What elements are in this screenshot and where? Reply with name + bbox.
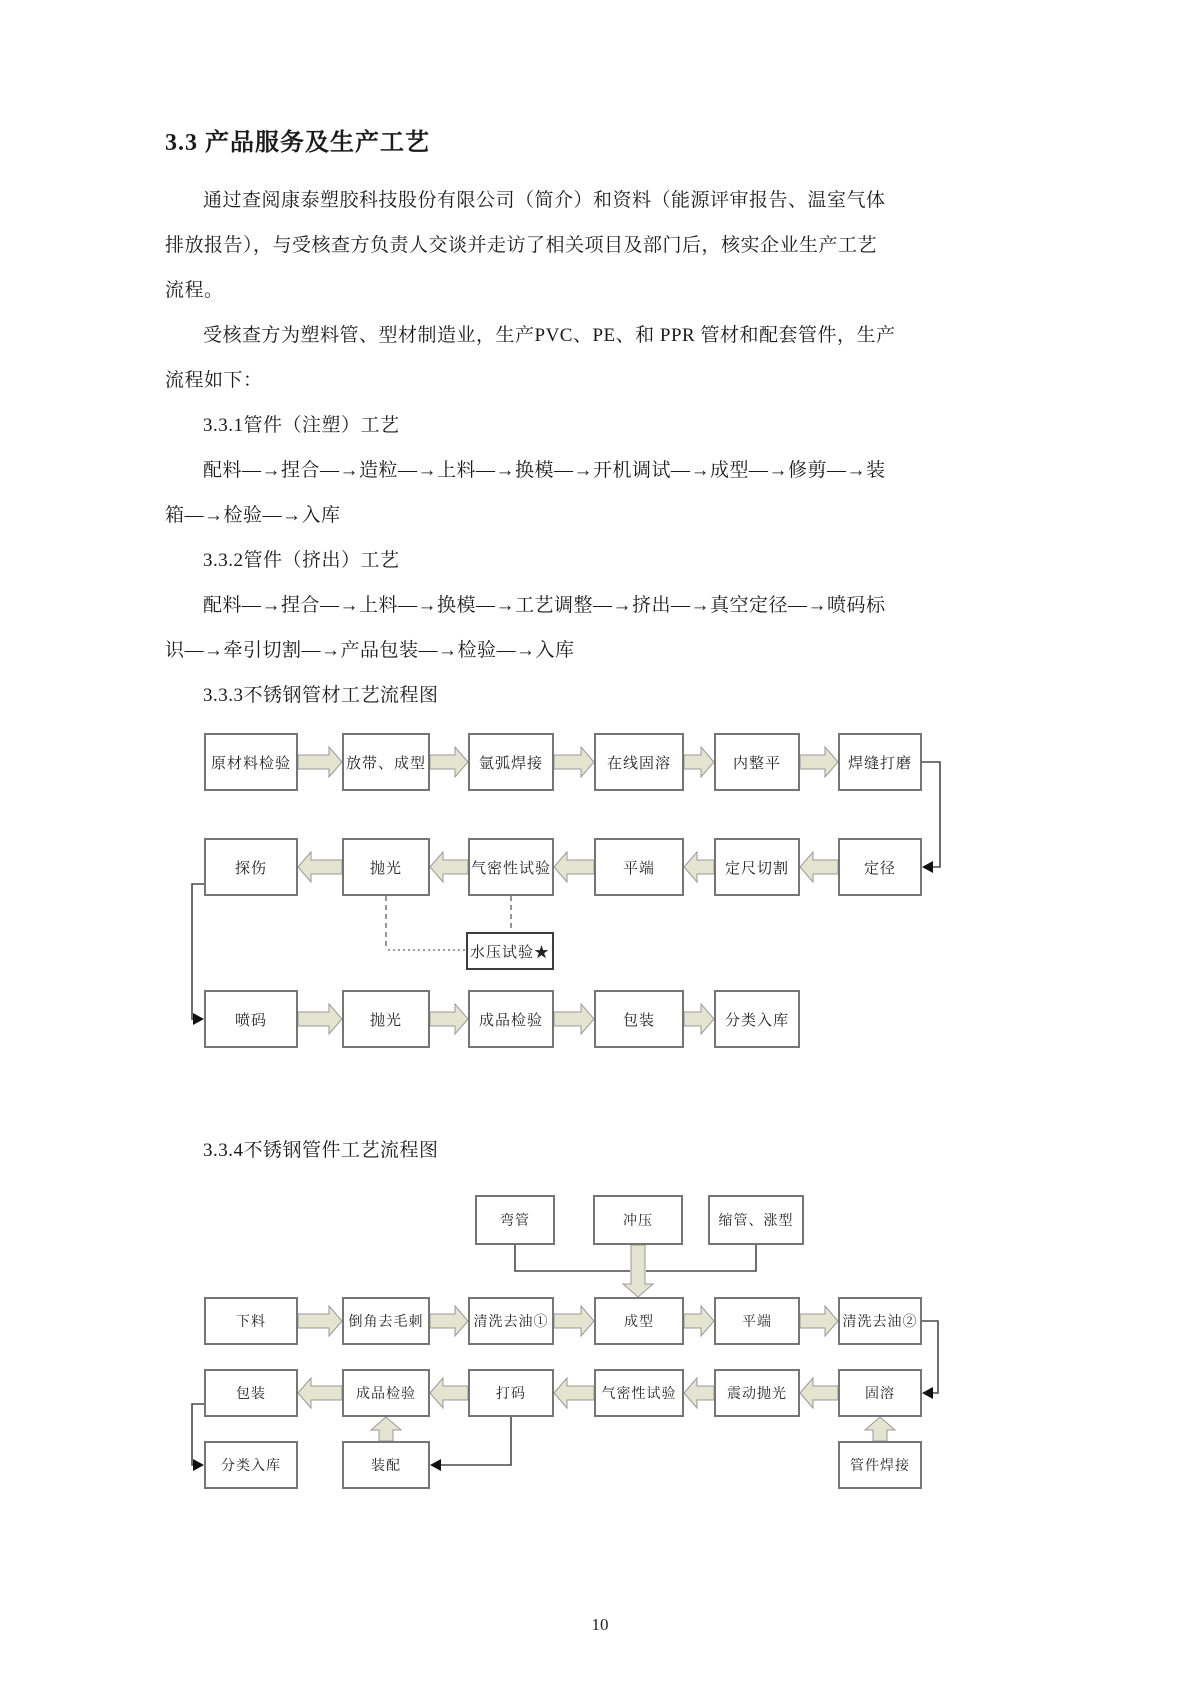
connector-line (922, 1321, 938, 1393)
fc2-box-chamfer-deburring: 倒角去毛刺 (342, 1297, 430, 1345)
fc2-block-arrow-right (800, 1306, 838, 1336)
body-text (165, 178, 1045, 718)
fc1-box-inkjet-coding: 喷码 (204, 990, 298, 1048)
process-flow-line: 箱—→检验—→入库 (165, 505, 341, 526)
fc1-box-raw-material-inspection: 原材料检验 (204, 733, 298, 791)
fc2-box-end-facing-2: 平端 (714, 1297, 800, 1345)
fc1-block-arrow-right (554, 1004, 594, 1034)
subsection-title-3-3-3: 3.3.3不锈钢管材工艺流程图 (203, 685, 439, 706)
subsection-title-3-3-4: 3.3.4不锈钢管件工艺流程图 (203, 1140, 439, 1161)
fc1-box-classified-warehousing: 分类入库 (714, 990, 800, 1048)
fc1-block-arrow-left (298, 852, 342, 882)
fc2-block-arrow-left (430, 1378, 468, 1408)
fc2-box-pipe-bending: 弯管 (475, 1195, 555, 1245)
fc2-block-arrow-up (865, 1417, 895, 1441)
subsection-title-3-3-2: 3.3.2管件（挤出）工艺 (203, 550, 400, 571)
paragraph-line: 流程如下： (165, 370, 263, 391)
fc1-block-arrow-right (684, 1004, 714, 1034)
fc1-box-inner-flattening: 内整平 (714, 733, 800, 791)
arrowhead (193, 1459, 204, 1471)
fc2-box-assembly: 装配 (342, 1441, 430, 1489)
fc2-box-classified-warehousing: 分类入库 (204, 1441, 298, 1489)
fc2-box-solution-treatment: 固溶 (838, 1369, 922, 1417)
fc2-box-finished-product-inspection: 成品检验 (342, 1369, 430, 1417)
fc1-block-arrow-right (298, 1004, 342, 1034)
fc2-block-arrow-left (298, 1378, 342, 1408)
process-flow-line: 识—→牵引切割—→产品包装—→检验—→入库 (165, 640, 575, 661)
fc1-block-arrow-left (430, 852, 468, 882)
fc1-box-finished-product-inspection: 成品检验 (468, 990, 554, 1048)
fc2-block-arrow-left (684, 1378, 714, 1408)
process-flow-line: 配料—→捏合—→造粒—→上料—→换模—→开机调试—→成型—→修剪—→装 (203, 460, 886, 481)
process-flow-line: 配料—→捏合—→上料—→换模—→工艺调整—→挤出—→真空定径—→喷码标 (203, 595, 886, 616)
paragraph-line: 通过查阅康泰塑胶科技股份有限公司（简介）和资料（能源评审报告、温室气体 (203, 190, 886, 211)
fc1-block-arrow-right (800, 747, 838, 777)
arrowhead (193, 1013, 204, 1025)
fc1-block-arrow-left (684, 852, 714, 882)
fc1-box-inline-solution-treatment: 在线固溶 (594, 733, 684, 791)
paragraph-line: 排放报告），与受核查方负责人交谈并走访了相关项目及部门后，核实企业生产工艺 (165, 235, 878, 256)
paragraph-line: 受核查方为塑料管、型材制造业，生产PVC、PE、和 PPR 管材和配套管件，生产 (203, 325, 896, 346)
fc1-box-sizing: 定径 (838, 838, 922, 896)
fc2-block-arrow-right (554, 1306, 594, 1336)
paragraph-line: 流程。 (165, 280, 224, 301)
fc1-box-hydrostatic-test: 水压试验★ (466, 932, 554, 970)
subsection-title-3-3-1: 3.3.1管件（注塑）工艺 (203, 415, 400, 436)
fc2-block-arrow-left (800, 1378, 838, 1408)
fc1-block-arrow-right (684, 747, 714, 777)
fc1-block-arrow-right (430, 747, 468, 777)
fc2-box-air-tightness-test: 气密性试验 (594, 1369, 684, 1417)
fc2-box-reducing-expanding: 缩管、涨型 (708, 1195, 804, 1245)
fc1-box-polishing: 抛光 (342, 838, 430, 896)
fc1-box-packing: 包装 (594, 990, 684, 1048)
fc2-box-forming: 成型 (594, 1297, 684, 1345)
fc2-box-packing: 包装 (204, 1369, 298, 1417)
fc1-block-arrow-left (554, 852, 594, 882)
connector-line (646, 1245, 756, 1271)
fc1-box-strip-feed-forming: 放带、成型 (342, 733, 430, 791)
fc1-box-argon-arc-welding: 氩弧焊接 (468, 733, 554, 791)
page-number: 10 (591, 1615, 609, 1634)
fc2-box-vibration-polishing: 震动抛光 (714, 1369, 800, 1417)
arrowhead (922, 1387, 933, 1399)
fc2-box-cleaning-degreasing-1: 清洗去油① (468, 1297, 554, 1345)
fc1-box-weld-seam-grinding: 焊缝打磨 (838, 733, 922, 791)
fc2-box-cleaning-degreasing-2: 清洗去油② (838, 1297, 922, 1345)
fc2-block-arrow-right (430, 1306, 468, 1336)
section-heading: 3.3 产品服务及生产工艺 (165, 130, 430, 156)
fc2-box-stamping: 冲压 (593, 1195, 683, 1245)
fc1-box-end-facing: 平端 (594, 838, 684, 896)
fc1-block-arrow-left (800, 852, 838, 882)
connector-line (515, 1245, 630, 1271)
fc2-box-coding: 打码 (468, 1369, 554, 1417)
fc1-block-arrow-right (554, 747, 594, 777)
fc1-box-cut-to-length: 定尺切割 (714, 838, 800, 896)
arrowhead (922, 861, 933, 873)
fc1-box-flaw-detection: 探伤 (204, 838, 298, 896)
fc2-block-arrow-left (554, 1378, 594, 1408)
connector-line (440, 1417, 511, 1465)
fc2-block-arrow-right (684, 1306, 714, 1336)
connector-line (192, 1404, 204, 1465)
fc1-block-arrow-right (298, 747, 342, 777)
fc1-box-air-tightness-test: 气密性试验 (468, 838, 554, 896)
connector-line (192, 884, 204, 1019)
fc2-box-blanking: 下料 (204, 1297, 298, 1345)
fc1-box-polishing-2: 抛光 (342, 990, 430, 1048)
fc2-block-arrow-up (371, 1417, 401, 1441)
fc2-box-fitting-welding: 管件焊接 (838, 1441, 922, 1489)
fc2-block-arrow-right (298, 1306, 342, 1336)
connector-line (922, 762, 940, 867)
arrowhead (430, 1459, 441, 1471)
fc1-block-arrow-right (430, 1004, 468, 1034)
